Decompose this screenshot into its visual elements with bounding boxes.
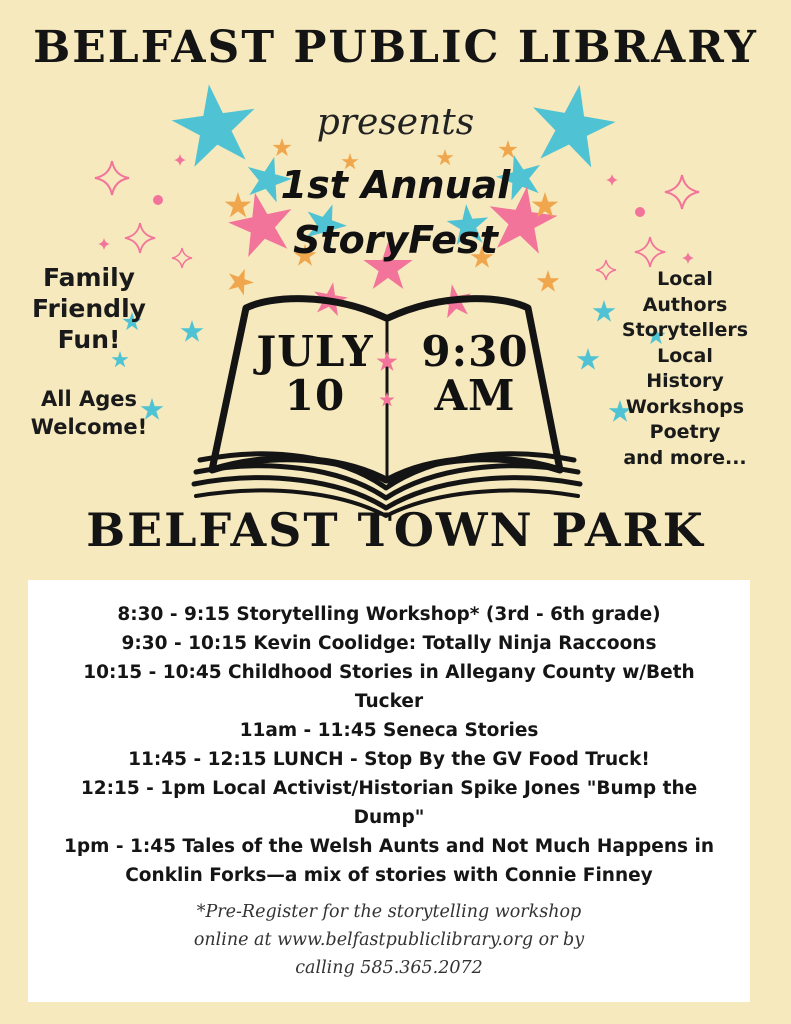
feature-item: Poetry [649, 421, 721, 443]
side-line: Fun! [57, 325, 121, 354]
star-icon [577, 348, 600, 370]
schedule-panel [28, 580, 750, 1002]
feature-item: Local [657, 344, 713, 367]
library-title: BELFAST PUBLIC LIBRARY [33, 22, 758, 73]
features-list [610, 267, 760, 471]
time-value: 9:30 [421, 327, 529, 376]
star-icon [224, 264, 258, 297]
feature-item: Authors [642, 293, 728, 316]
side-line: All Ages [41, 387, 137, 411]
note-line: online at www.belfastpubliclibrary.org or by [193, 930, 585, 950]
date-day: 10 [284, 371, 346, 420]
presents-text: presents [316, 102, 475, 143]
feature-item: and more... [623, 446, 747, 469]
side-line: Friendly [32, 294, 146, 323]
note-line: calling 585.365.2072 [295, 958, 483, 978]
event-title-line2: StoryFest [293, 218, 498, 262]
schedule-item: 12:15 - 1pm Local Activist/Historian Spike Jones "Bump the Dump" [80, 778, 698, 828]
date-month: JULY [256, 327, 374, 376]
event-title-line1: 1st Annual [280, 163, 511, 207]
event-time [400, 327, 550, 420]
schedule-item: 1pm - 1:45 Tales of the Welsh Aunts and Not Much Happens in Conklin Forks—a mix of stories with Connie Finney [64, 836, 714, 886]
side-line: Family [43, 263, 135, 292]
all-ages-text [14, 385, 164, 441]
schedule-item: 8:30 - 9:15 Storytelling Workshop* (3rd - 6th grade) [117, 604, 661, 625]
feature-item: Local [657, 268, 713, 290]
star-icon [181, 320, 204, 342]
schedule-item: 10:15 - 10:45 Childhood Stories in Allegany County w/Beth Tucker [83, 662, 695, 712]
schedule-list [28, 600, 750, 890]
family-fun-text [14, 262, 164, 355]
schedule-item: 11am - 11:45 Seneca Stories [239, 720, 539, 741]
schedule-item: 11:45 - 12:15 LUNCH - Stop By the GV Food Truck! [128, 749, 650, 770]
flower-dot-icon [635, 207, 645, 217]
feature-item: History [646, 370, 724, 392]
side-line: Welcome! [30, 415, 148, 439]
schedule-item: 9:30 - 10:15 Kevin Coolidge: Totally Ninja Raccoons [121, 633, 657, 654]
feature-item: Storytellers [621, 319, 749, 341]
star-icon [537, 270, 560, 292]
event-date [250, 327, 380, 420]
feature-item: Workshops [625, 395, 745, 418]
venue-title: BELFAST TOWN PARK [86, 503, 705, 557]
registration-note [28, 898, 750, 982]
note-line: *Pre-Register for the storytelling workshop [196, 902, 582, 922]
time-period: AM [434, 371, 516, 420]
